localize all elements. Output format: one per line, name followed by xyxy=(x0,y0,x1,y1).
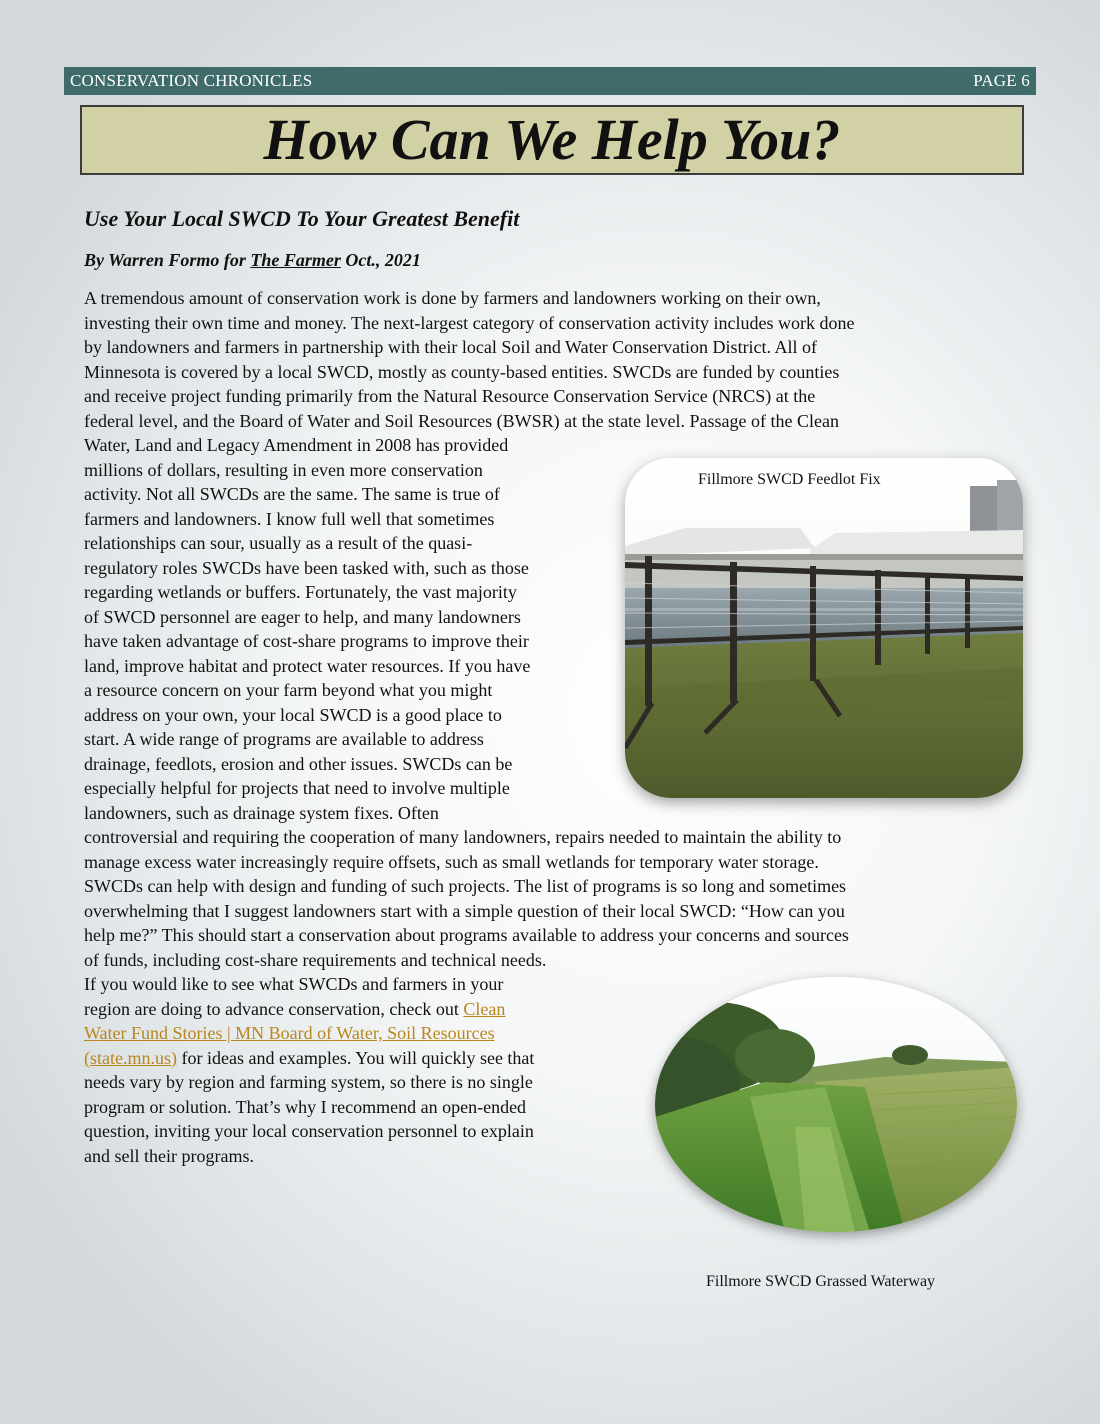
body-line: help me?” This should start a conservation about programs available to address your concerns and sources xyxy=(84,925,849,945)
body-line: address on your own, your local SWCD is a good place to xyxy=(84,705,502,725)
body-line: and sell their programs. xyxy=(84,1146,254,1166)
body-line: If you would like to see what SWCDs and farmers in your xyxy=(84,974,504,994)
body-line xyxy=(84,1021,495,1046)
body-line: millions of dollars, resulting in even more conservation xyxy=(84,460,483,480)
article-subtitle: Use Your Local SWCD To Your Greatest Benefit xyxy=(84,206,520,231)
newsletter-header-bar xyxy=(64,67,1036,95)
waterway-photo-illustration xyxy=(655,977,1017,1232)
body-line: controversial and requiring the cooperation of many landowners, repairs needed to maintain the ability to xyxy=(84,827,842,847)
body-text: region are doing to advance conservation, check out xyxy=(84,999,464,1019)
body-line: Minnesota is covered by a local SWCD, mostly as county-based entities. SWCDs are funded by counties xyxy=(84,362,840,382)
clean-water-fund-link[interactable]: Water Fund Stories | MN Board of Water, Soil Resources xyxy=(84,1023,495,1043)
byline-prefix: By Warren Formo for xyxy=(84,250,251,270)
body-line xyxy=(84,1046,534,1071)
body-line: land, improve habitat and protect water resources. If you have xyxy=(84,656,531,676)
body-line: a resource concern on your farm beyond what you might xyxy=(84,680,493,700)
feedlot-caption: Fillmore SWCD Feedlot Fix xyxy=(698,471,881,488)
body-line: regarding wetlands or buffers. Fortunately, the vast majority xyxy=(84,582,517,602)
body-line: Water, Land and Legacy Amendment in 2008 has provided xyxy=(84,435,509,455)
body-line: and receive project funding primarily from the Natural Resource Conservation Service (NRCS) at the xyxy=(84,386,816,406)
body-line: farmers and landowners. I know full well that sometimes xyxy=(84,509,495,529)
byline-publication: The Farmer xyxy=(250,250,341,270)
body-line: A tremendous amount of conservation work is done by farmers and landowners working on their own, xyxy=(84,288,821,308)
waterway-caption: Fillmore SWCD Grassed Waterway xyxy=(706,1273,936,1290)
page-title: How Can We Help You? xyxy=(263,107,841,172)
body-line: start. A wide range of programs are available to address xyxy=(84,729,484,749)
body-line xyxy=(84,997,505,1022)
body-line: federal level, and the Board of Water and Soil Resources (BWSR) at the state level. Passage of the Clean xyxy=(84,411,839,431)
body-line: question, inviting your local conservation personnel to explain xyxy=(84,1121,534,1141)
body-line: by landowners and farmers in partnership with their local Soil and Water Conservation District. All of xyxy=(84,337,818,357)
body-line: landowners, such as drainage system fixes. Often xyxy=(84,803,439,823)
article-byline xyxy=(84,250,421,271)
byline-date: Oct., 2021 xyxy=(340,250,421,270)
clean-water-fund-link[interactable]: Clean xyxy=(463,999,506,1019)
body-line: have taken advantage of cost-share programs to improve their xyxy=(84,631,529,651)
newsletter-name: CONSERVATION CHRONICLES xyxy=(70,71,313,90)
body-line: activity. Not all SWCDs are the same. The same is true of xyxy=(84,484,500,504)
body-line: of SWCD personnel are eager to help, and many landowners xyxy=(84,607,521,627)
body-line: program or solution. That’s why I recommend an open-ended xyxy=(84,1097,527,1117)
body-line: drainage, feedlots, erosion and other issues. SWCDs can be xyxy=(84,754,513,774)
body-line: SWCDs can help with design and funding of such projects. The list of programs is so long and sometimes xyxy=(84,876,847,896)
body-text: for ideas and examples. You will quickly see that xyxy=(176,1048,535,1068)
feedlot-photo-illustration xyxy=(625,458,1023,798)
feedlot-fix-photo xyxy=(625,458,1023,798)
body-line: overwhelming that I suggest landowners start with a simple question of their local SWCD: “How can you xyxy=(84,901,845,921)
body-line: investing their own time and money. The next-largest category of conservation activity includes work done xyxy=(84,313,855,333)
body-line: of funds, including cost-share requirements and technical needs. xyxy=(84,950,547,970)
body-line: manage excess water increasingly require offsets, such as small wetlands for temporary water storage. xyxy=(84,852,819,872)
body-line: especially helpful for projects that need to involve multiple xyxy=(84,778,510,798)
grassed-waterway-photo xyxy=(655,977,1017,1232)
body-line: relationships can sour, usually as a result of the quasi- xyxy=(84,533,473,553)
page-title-box xyxy=(80,105,1024,175)
clean-water-fund-link[interactable]: (state.mn.us) xyxy=(84,1048,177,1068)
page-number: PAGE 6 xyxy=(973,71,1030,90)
body-line: regulatory roles SWCDs have been tasked with, such as those xyxy=(84,558,529,578)
body-line: needs vary by region and farming system, so there is no single xyxy=(84,1072,533,1092)
